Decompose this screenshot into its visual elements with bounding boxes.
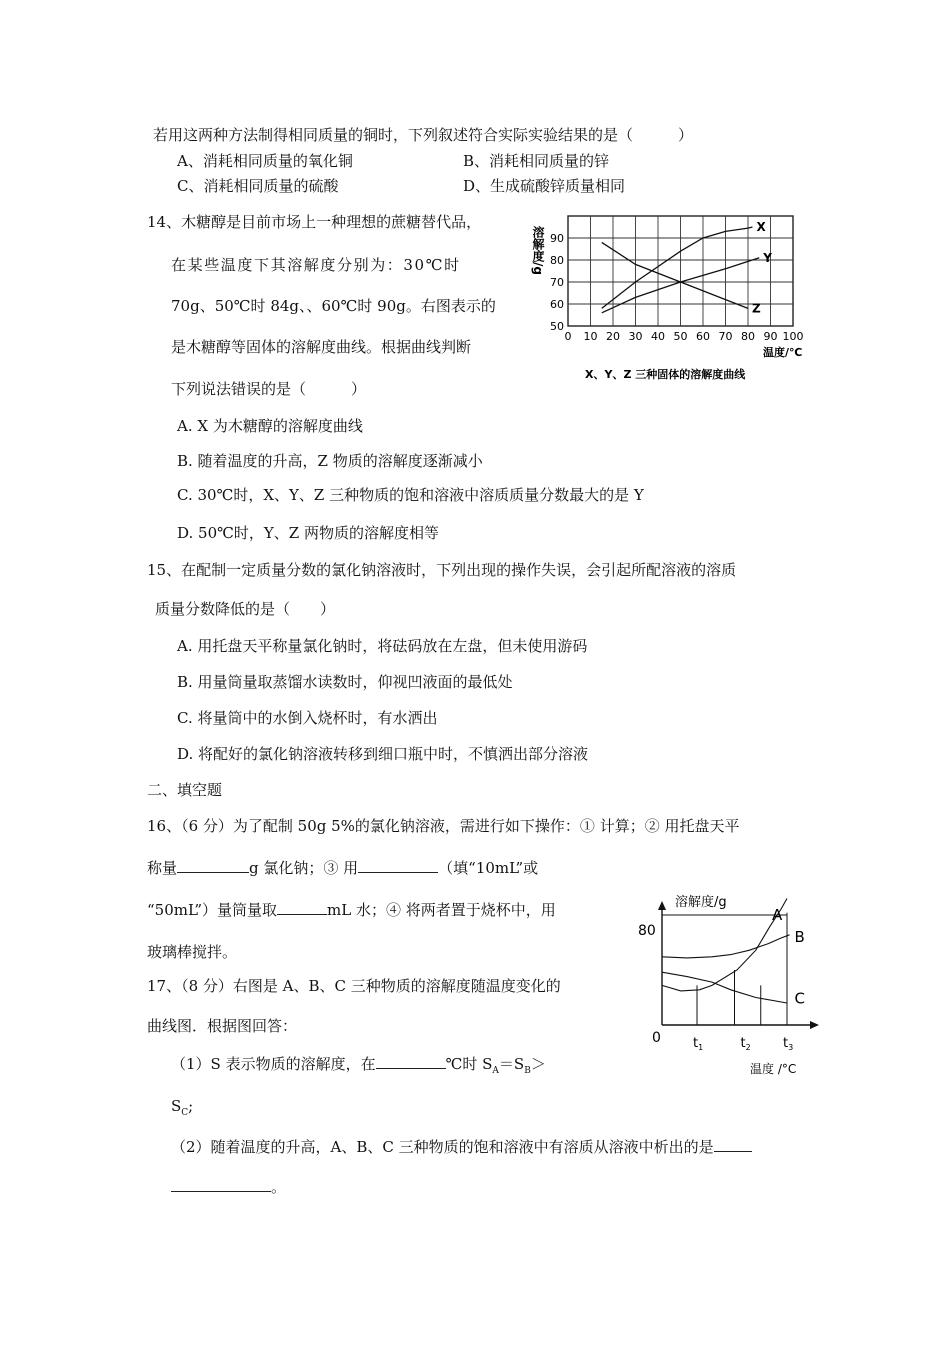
q17-text: 。 bbox=[271, 1178, 287, 1196]
q14-line5: 下列说法错误的是（ ） bbox=[171, 380, 367, 398]
y-tick-label: 90 bbox=[550, 232, 564, 245]
curve-label-b: B bbox=[794, 928, 805, 946]
section-heading: 二、填空题 bbox=[147, 781, 223, 799]
q14-option-c: C. 30℃时，X、Y、Z 三种物质的饱和溶液中溶质质量分数最大的是 Y bbox=[177, 486, 644, 504]
solubility-chart-abc bbox=[630, 885, 820, 1085]
q14-line2: 在某些温度下其溶解度分别为：30℃时 bbox=[171, 256, 461, 274]
q14-option-d: D. 50℃时，Y、Z 两物质的溶解度相等 bbox=[177, 524, 439, 542]
curve-label-a: A bbox=[772, 906, 783, 924]
curve-label-c: C bbox=[794, 989, 805, 1008]
chart1-title: X、Y、Z 三种固体的溶解度曲线 bbox=[585, 368, 746, 381]
answer-blank-4[interactable] bbox=[376, 1055, 446, 1069]
q15-option-d: D. 将配好的氯化钠溶液转移到细口瓶中时，不慎洒出部分溶液 bbox=[177, 745, 589, 763]
q17-text: （2）随着温度的升高，A、B、C 三种物质的饱和溶液中有溶质从溶液中析出的是 bbox=[171, 1138, 714, 1156]
y-tick-label: 70 bbox=[550, 276, 564, 289]
q17-text: S bbox=[171, 1097, 182, 1115]
q16-text: mL 水；④ 将两者置于烧杯中，用 bbox=[327, 901, 556, 919]
q15-option-c: C. 将量筒中的水倒入烧杯时，有水洒出 bbox=[177, 709, 438, 727]
x-tick-label: 50 bbox=[673, 330, 688, 343]
answer-blank-5-cont[interactable] bbox=[171, 1178, 271, 1192]
curve-a bbox=[662, 899, 787, 991]
chart1-xlabel: 温度/℃ bbox=[763, 346, 803, 359]
q17-line1: 17、（8 分）右图是 A、B、C 三种物质的溶解度随温度变化的 bbox=[147, 977, 561, 995]
series-label-x: X bbox=[756, 220, 766, 234]
q13-option-b: B、消耗相同质量的锌 bbox=[463, 152, 610, 170]
x-tick-label: 80 bbox=[741, 330, 755, 343]
answer-blank-3[interactable] bbox=[277, 901, 327, 915]
q16-text: （填“10mL”或 bbox=[438, 859, 539, 877]
q14-option-a: A. X 为木糖醇的溶解度曲线 bbox=[177, 417, 363, 435]
q16-line2 bbox=[147, 859, 538, 877]
q15-option-b: B. 用量筒量取蒸馏水读数时，仰视凹液面的最低处 bbox=[177, 673, 513, 691]
q14-line1: 14、木糖醇是目前市场上一种理想的蔗糖替代品， bbox=[147, 213, 482, 231]
answer-blank-5[interactable] bbox=[714, 1138, 752, 1152]
subscript: B bbox=[524, 1066, 531, 1076]
q16-line3 bbox=[147, 901, 556, 919]
x-axis-arrow bbox=[810, 1021, 819, 1029]
y-tick-label: 60 bbox=[550, 298, 564, 311]
y-axis-arrow bbox=[658, 901, 666, 910]
series-label-z: Z bbox=[752, 301, 761, 316]
q15-line1: 15、在配制一定质量分数的氯化钠溶液时，下列出现的操作失误，会引起所配溶液的溶质 bbox=[147, 561, 737, 579]
q13-option-a: A、消耗相同质量的氧化铜 bbox=[177, 152, 353, 170]
t-tick-label: $t_3$ bbox=[783, 1036, 794, 1052]
x-tick-label: 100 bbox=[782, 330, 804, 343]
q15-option-a: A. 用托盘天平称量氯化钠时，将砝码放在左盘，但未使用游码 bbox=[177, 637, 588, 655]
q17-text: ＞ bbox=[530, 1055, 546, 1073]
subscript: A bbox=[492, 1066, 499, 1076]
chart2-origin: 0 bbox=[652, 1030, 661, 1046]
subscript: C bbox=[181, 1108, 189, 1118]
chart1-ylabel: 溶解度/g bbox=[531, 226, 545, 275]
q16-text: 称量 bbox=[147, 859, 178, 877]
q16-line4: 玻璃棒搅拌。 bbox=[147, 943, 238, 961]
answer-blank-1[interactable] bbox=[177, 859, 249, 873]
chart2-ylabel: 溶解度/g bbox=[675, 895, 727, 910]
chart-series bbox=[602, 220, 773, 315]
x-tick-label: 40 bbox=[651, 330, 665, 343]
q17-text: ＝S bbox=[498, 1055, 525, 1073]
q13-stem: 若用这两种方法制得相同质量的铜时，下列叙述符合实际实验结果的是（ ） bbox=[153, 126, 694, 144]
q13-option-d: D、生成硫酸锌质量相同 bbox=[463, 177, 626, 195]
x-tick-label: 30 bbox=[628, 330, 643, 343]
q14-line4: 是木糖醇等固体的溶解度曲线。根据曲线判断 bbox=[171, 338, 472, 356]
series-label-y: Y bbox=[763, 250, 772, 265]
q17-line2: 曲线图．根据图回答： bbox=[147, 1017, 298, 1035]
q17-sub1 bbox=[171, 1055, 546, 1080]
y-tick-label: 80 bbox=[550, 254, 564, 267]
q17-sub2 bbox=[171, 1138, 752, 1156]
q17-text: （1）S 表示物质的溶解度，在 bbox=[171, 1055, 376, 1073]
q16-line1: 16、（6 分）为了配制 50g 5%的氯化钠溶液，需进行如下操作：① 计算；② 用托盘天平 bbox=[147, 817, 740, 835]
q17-sub2-tail bbox=[171, 1178, 286, 1196]
q17-sub1-tail bbox=[171, 1097, 193, 1122]
t-tick-label: $t_2$ bbox=[740, 1036, 751, 1052]
answer-blank-2[interactable] bbox=[358, 859, 438, 873]
q17-text: ℃时 S bbox=[445, 1055, 493, 1073]
q16-text: g 氯化钠；③ 用 bbox=[249, 859, 359, 877]
x-tick-label: 10 bbox=[583, 330, 598, 343]
x-tick-label: 0 bbox=[564, 330, 572, 343]
curve-b bbox=[662, 935, 790, 958]
y-tick-label: 50 bbox=[550, 320, 564, 333]
t-tick-label: $t_1$ bbox=[693, 1036, 704, 1052]
x-tick-label: 70 bbox=[718, 330, 733, 343]
q15-line2: 质量分数降低的是（ ） bbox=[155, 600, 336, 618]
chart2-axes bbox=[658, 901, 819, 1052]
solubility-chart-xyz bbox=[528, 206, 838, 386]
series-line-z bbox=[602, 242, 748, 308]
x-tick-label: 90 bbox=[763, 330, 778, 343]
q17-text: ; bbox=[188, 1097, 194, 1115]
chart2-y80: 80 bbox=[638, 923, 656, 939]
q14-line3: 70g、50℃时 84g、、60℃时 90g。右图表示的 bbox=[171, 297, 496, 315]
x-tick-label: 20 bbox=[606, 330, 620, 343]
q16-text: “50mL”）量筒量取 bbox=[147, 901, 278, 919]
q14-option-b: B. 随着温度的升高，Z 物质的溶解度逐渐减小 bbox=[177, 452, 483, 470]
q13-option-c: C、消耗相同质量的硫酸 bbox=[177, 177, 339, 195]
curve-c bbox=[662, 972, 787, 1003]
x-tick-label: 60 bbox=[696, 330, 710, 343]
chart2-xlabel: 温度 /°C bbox=[750, 1062, 797, 1076]
